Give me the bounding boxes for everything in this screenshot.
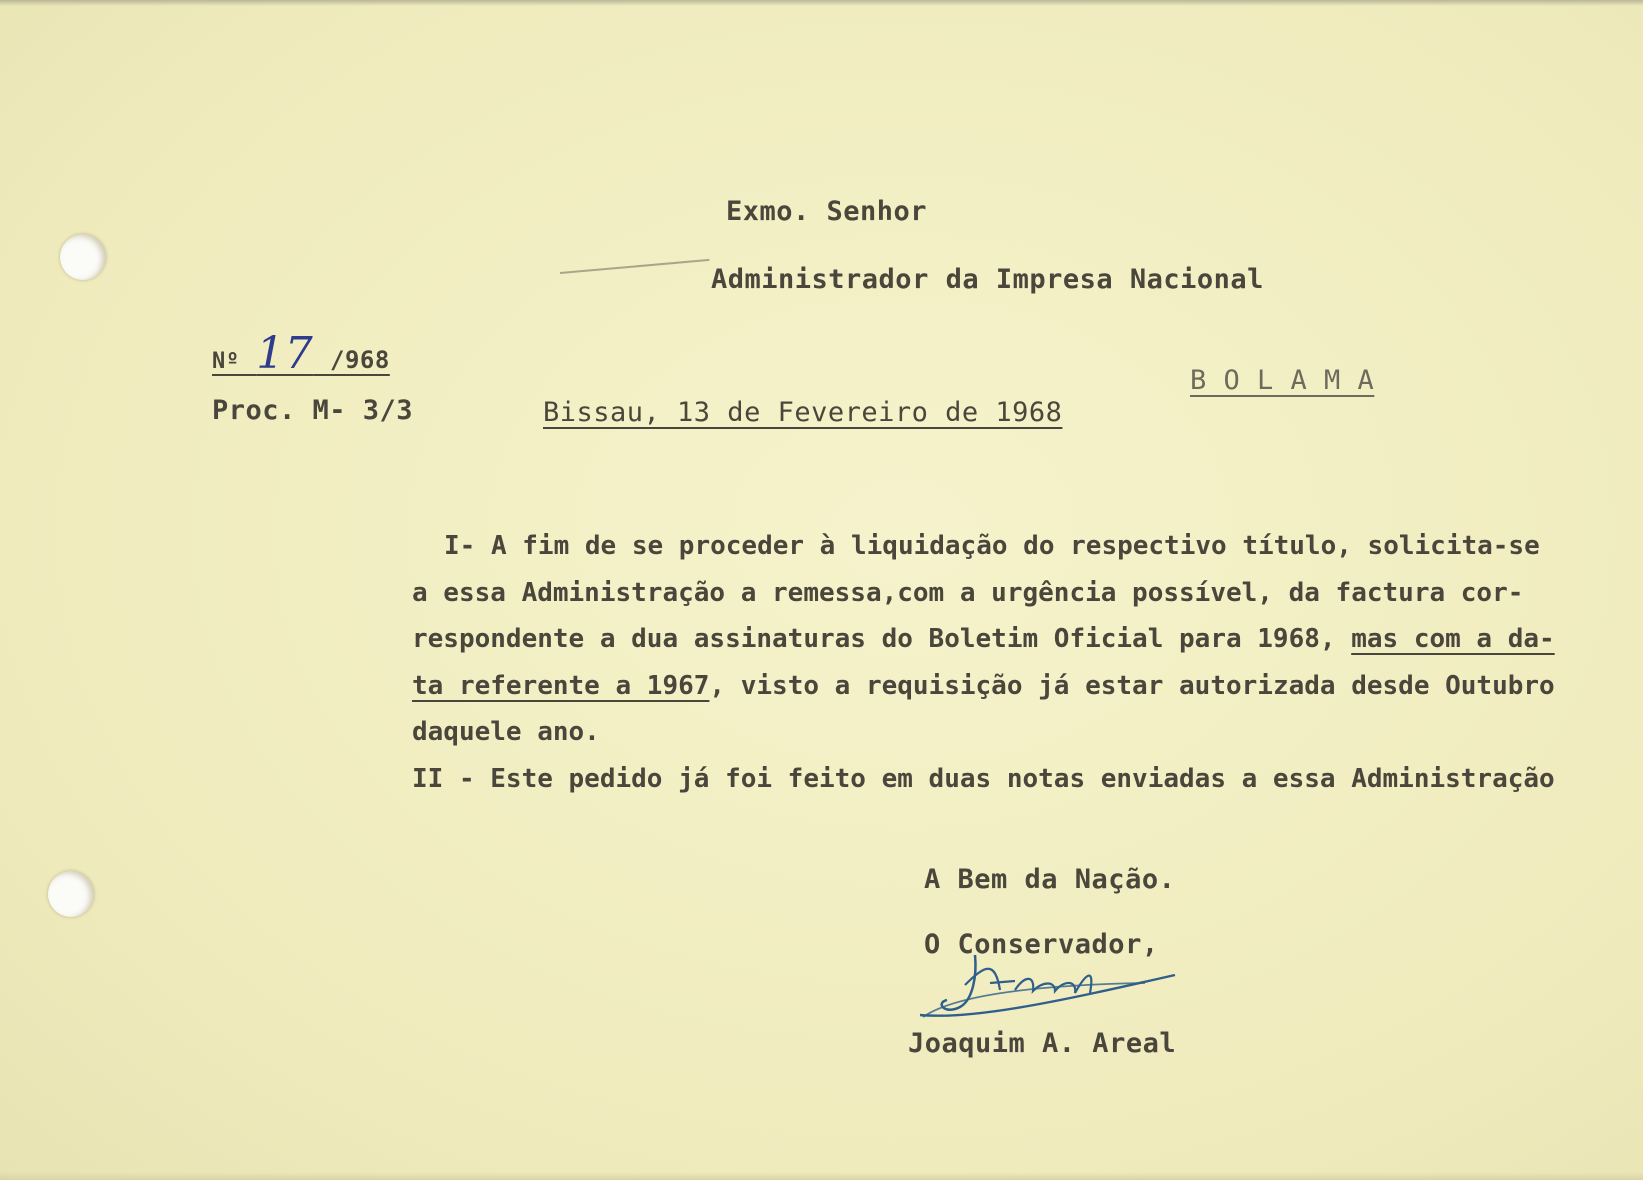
- reference-number-year: /968: [330, 346, 390, 374]
- closing-formula: A Bem da Nação.: [924, 864, 1176, 895]
- paper-bottom-edge: [0, 1172, 1643, 1180]
- body-line-4-underlined: ta referente a 1967: [412, 670, 710, 701]
- body-line-1: I- A fim de se proceder à liquidação do respectivo título, solicita-se: [444, 531, 1540, 561]
- recipient: Administrador da Impresa Nacional: [711, 264, 1264, 295]
- signatory-name: Joaquim A. Areal: [908, 1028, 1177, 1059]
- letter-body: [412, 523, 1627, 802]
- salutation: Exmo. Senhor: [726, 196, 928, 227]
- body-line-3-underlined: mas com a da-: [1351, 624, 1555, 654]
- handwritten-signature: [915, 945, 1185, 1025]
- place-date: Bissau, 13 de Fevereiro de 1968: [543, 397, 1063, 428]
- body-line-5: daquele ano.: [412, 717, 600, 747]
- body-line-6: II - Este pedido já foi feito em duas notas enviadas a essa Administração: [412, 763, 1555, 794]
- body-line-4-text: , visto a requisição já estar autorizada desde Outubro: [709, 670, 1555, 701]
- body-line-3: [412, 616, 1627, 663]
- body-line-3-text: respondente a dua assinaturas do Boletim Oficial para 1968,: [412, 624, 1352, 654]
- punch-hole-bottom: [48, 871, 94, 917]
- body-line-2: a essa Administração a remessa,com a urgência possível, da factura cor-: [412, 577, 1524, 608]
- paper-top-edge: [0, 0, 1643, 6]
- reference-number: [212, 328, 390, 379]
- reference-number-prefix: Nº: [212, 349, 240, 374]
- body-line-4: [412, 663, 1627, 710]
- punch-hole-top: [60, 234, 106, 280]
- closing-title: O Conservador,: [924, 929, 1159, 960]
- destination: B O L A M A: [1190, 365, 1375, 396]
- process-reference: Proc. M- 3/3: [212, 395, 414, 426]
- reference-number-handwritten: 17: [256, 328, 314, 379]
- stray-pen-mark: [560, 259, 710, 274]
